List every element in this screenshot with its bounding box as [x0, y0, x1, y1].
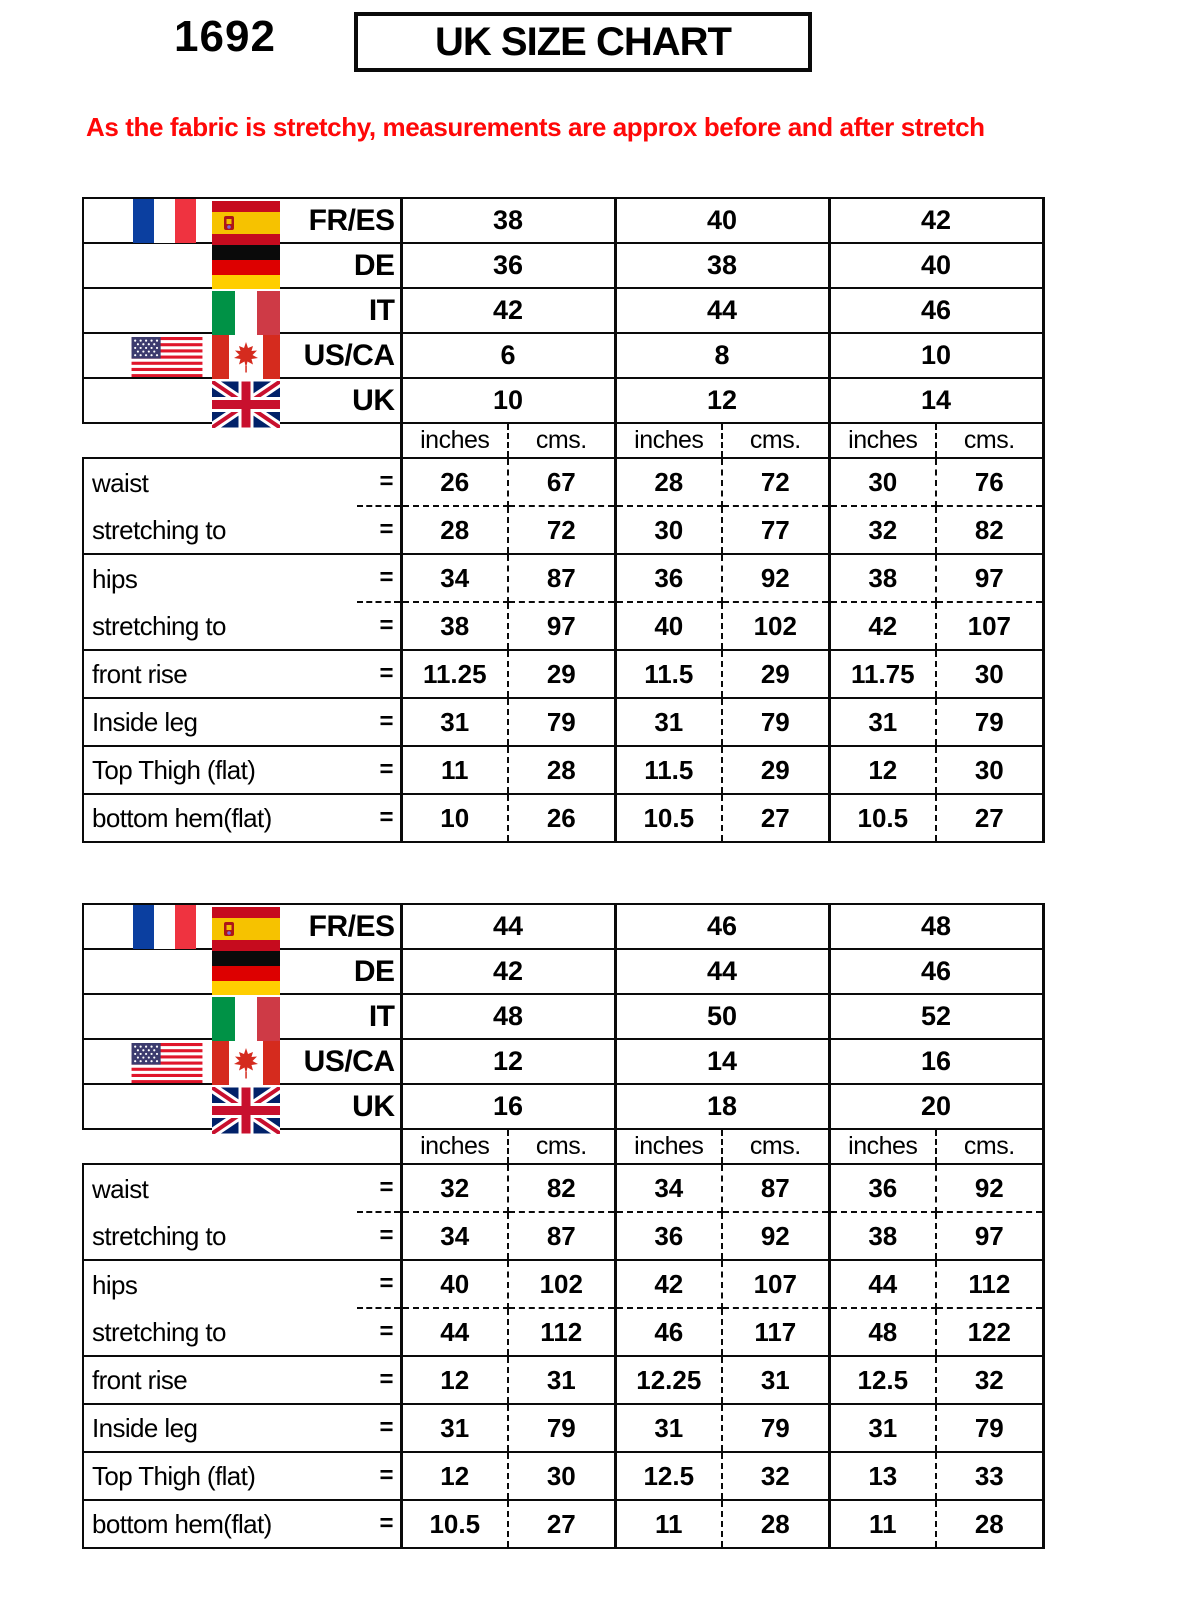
size-row-us-ca [83, 1039, 1043, 1084]
measure-label: front rise [83, 1356, 357, 1404]
measure-label: stretching to [83, 506, 357, 554]
measure-value-inches: 11.25 [401, 650, 508, 698]
equals-sign: = [357, 1212, 401, 1260]
measure-value-cms: 72 [508, 506, 615, 554]
measure-value-inches: 31 [829, 698, 936, 746]
measure-value-cms: 87 [508, 1212, 615, 1260]
style-code: 1692 [174, 12, 276, 61]
measure-value-cms: 92 [722, 554, 829, 602]
measure-value-inches: 31 [401, 1404, 508, 1452]
measure-value-cms: 122 [936, 1308, 1043, 1356]
size-value: 38 [615, 243, 829, 288]
measurement-row-waist [83, 458, 1043, 506]
measure-value-inches: 46 [615, 1308, 722, 1356]
region-label: UK [352, 1089, 395, 1123]
measure-value-inches: 12 [401, 1356, 508, 1404]
measure-value-cms: 29 [722, 650, 829, 698]
measure-value-cms: 79 [936, 1404, 1043, 1452]
size-value: 6 [401, 333, 615, 378]
region-label: DE [353, 248, 395, 282]
measure-value-inches: 40 [615, 602, 722, 650]
measure-value-inches: 32 [829, 506, 936, 554]
germany-flag-icon [212, 951, 280, 995]
measure-value-inches: 31 [615, 1404, 722, 1452]
measure-value-cms: 79 [508, 1404, 615, 1452]
units-row-spacer [83, 423, 401, 458]
region-label: UK [352, 383, 395, 417]
region-label: DE [353, 954, 395, 988]
measure-value-cms: 82 [508, 1164, 615, 1212]
measure-value-cms: 33 [936, 1452, 1043, 1500]
measure-value-cms: 117 [722, 1308, 829, 1356]
measure-value-cms: 28 [508, 746, 615, 794]
canada-flag-icon [212, 334, 280, 380]
measure-value-inches: 38 [401, 602, 508, 650]
region-label-cell [83, 243, 401, 288]
measure-value-cms: 92 [722, 1212, 829, 1260]
equals-sign: = [357, 1452, 401, 1500]
measure-value-inches: 12.25 [615, 1356, 722, 1404]
measure-value-inches: 12 [401, 1452, 508, 1500]
measure-value-cms: 27 [936, 794, 1043, 842]
measure-value-cms: 31 [508, 1356, 615, 1404]
measurement-row-stretching-to [83, 602, 1043, 650]
measure-value-inches: 48 [829, 1308, 936, 1356]
unit-header-cms: cms. [508, 1129, 615, 1164]
size-value: 40 [829, 243, 1043, 288]
measure-label: Top Thigh (flat) [83, 746, 357, 794]
size-row-it [83, 994, 1043, 1039]
equals-sign: = [357, 746, 401, 794]
measure-label: stretching to [83, 602, 357, 650]
size-value: 46 [829, 949, 1043, 994]
measurement-row-bottom-hem-flat- [83, 1500, 1043, 1548]
italy-flag-icon [212, 290, 280, 336]
size-value: 44 [615, 949, 829, 994]
measure-value-cms: 102 [508, 1260, 615, 1308]
measure-value-inches: 12 [829, 746, 936, 794]
region-label: IT [368, 293, 395, 327]
usa-flag-icon [128, 337, 206, 377]
measure-label: waist [83, 1164, 357, 1212]
stretch-note: As the fabric is stretchy, measurements are approx before and after stretch [86, 112, 985, 142]
size-row-us-ca [83, 333, 1043, 378]
measurement-row-bottom-hem-flat- [83, 794, 1043, 842]
measurement-row-hips [83, 554, 1043, 602]
canada-flag-icon [212, 1040, 280, 1086]
size-row-it [83, 288, 1043, 333]
measure-label: hips [83, 554, 357, 602]
measure-value-inches: 40 [401, 1260, 508, 1308]
measure-value-cms: 107 [722, 1260, 829, 1308]
measure-label: bottom hem(flat) [83, 1500, 357, 1548]
unit-header-inches: inches [615, 423, 722, 458]
measure-value-cms: 27 [508, 1500, 615, 1548]
unit-header-inches: inches [401, 423, 508, 458]
units-row-spacer [83, 1129, 401, 1164]
measure-value-inches: 10.5 [829, 794, 936, 842]
equals-sign: = [357, 554, 401, 602]
measure-value-inches: 11.75 [829, 650, 936, 698]
measure-value-inches: 10.5 [615, 794, 722, 842]
region-label: IT [368, 999, 395, 1033]
measure-value-cms: 77 [722, 506, 829, 554]
measure-value-cms: 79 [508, 698, 615, 746]
germany-flag-icon [212, 245, 280, 289]
size-value: 36 [401, 243, 615, 288]
unit-header-cms: cms. [508, 423, 615, 458]
unit-header-cms: cms. [936, 1129, 1043, 1164]
measure-value-cms: 32 [936, 1356, 1043, 1404]
unit-header-cms: cms. [722, 423, 829, 458]
measure-label: bottom hem(flat) [83, 794, 357, 842]
uk-flag-icon [212, 381, 280, 428]
france-flag-icon [133, 905, 196, 949]
region-label-cell [83, 333, 401, 378]
size-row-fr-es [83, 198, 1043, 243]
measure-value-cms: 29 [508, 650, 615, 698]
unit-header-inches: inches [829, 1129, 936, 1164]
equals-sign: = [357, 1356, 401, 1404]
measure-value-cms: 30 [508, 1452, 615, 1500]
equals-sign: = [357, 1404, 401, 1452]
size-value: 42 [401, 288, 615, 333]
measure-value-cms: 112 [936, 1260, 1043, 1308]
units-row [83, 1129, 1043, 1164]
measurement-row-stretching-to [83, 1212, 1043, 1260]
region-label-cell [83, 994, 401, 1039]
measure-value-cms: 30 [936, 746, 1043, 794]
equals-sign: = [357, 1260, 401, 1308]
size-value: 46 [615, 904, 829, 949]
unit-header-cms: cms. [722, 1129, 829, 1164]
size-value: 10 [829, 333, 1043, 378]
measure-value-inches: 30 [615, 506, 722, 554]
measure-value-inches: 32 [401, 1164, 508, 1212]
measurement-row-inside-leg [83, 698, 1043, 746]
measurement-row-top-thigh-flat- [83, 746, 1043, 794]
size-value: 12 [401, 1039, 615, 1084]
measure-value-cms: 27 [722, 794, 829, 842]
measure-value-cms: 67 [508, 458, 615, 506]
size-value: 14 [829, 378, 1043, 423]
measure-value-inches: 42 [829, 602, 936, 650]
measurement-row-stretching-to [83, 1308, 1043, 1356]
measure-value-inches: 36 [615, 554, 722, 602]
measure-value-cms: 72 [722, 458, 829, 506]
size-value: 40 [615, 198, 829, 243]
measure-value-cms: 87 [722, 1164, 829, 1212]
measure-value-cms: 82 [936, 506, 1043, 554]
measure-value-inches: 28 [401, 506, 508, 554]
size-value: 48 [401, 994, 615, 1039]
uk-size-chart-table-1 [82, 197, 1045, 843]
measure-value-inches: 36 [615, 1212, 722, 1260]
measure-value-cms: 92 [936, 1164, 1043, 1212]
equals-sign: = [357, 506, 401, 554]
spain-flag-icon [212, 906, 280, 952]
measure-value-inches: 11 [401, 746, 508, 794]
equals-sign: = [357, 1164, 401, 1212]
measure-value-cms: 76 [936, 458, 1043, 506]
measurement-row-stretching-to [83, 506, 1043, 554]
equals-sign: = [357, 602, 401, 650]
size-value: 48 [829, 904, 1043, 949]
measure-value-cms: 28 [722, 1500, 829, 1548]
measure-value-cms: 26 [508, 794, 615, 842]
region-label: FR/ES [308, 203, 395, 237]
units-row [83, 423, 1043, 458]
measure-label: front rise [83, 650, 357, 698]
measure-value-inches: 12.5 [615, 1452, 722, 1500]
size-value: 42 [401, 949, 615, 994]
region-label-cell [83, 198, 401, 243]
size-value: 12 [615, 378, 829, 423]
measure-value-cms: 79 [722, 1404, 829, 1452]
measurement-row-front-rise [83, 650, 1043, 698]
uk-size-chart-table-2 [82, 903, 1045, 1549]
equals-sign: = [357, 794, 401, 842]
measure-value-inches: 38 [829, 554, 936, 602]
measure-label: hips [83, 1260, 357, 1308]
measurement-row-top-thigh-flat- [83, 1452, 1043, 1500]
title-box [354, 12, 812, 72]
measure-label: stretching to [83, 1212, 357, 1260]
measure-value-cms: 79 [936, 698, 1043, 746]
size-row-uk [83, 1084, 1043, 1129]
measure-value-cms: 97 [936, 554, 1043, 602]
size-value: 38 [401, 198, 615, 243]
measure-label: stretching to [83, 1308, 357, 1356]
measure-value-cms: 29 [722, 746, 829, 794]
unit-header-inches: inches [401, 1129, 508, 1164]
measure-label: Inside leg [83, 1404, 357, 1452]
unit-header-cms: cms. [936, 423, 1043, 458]
measure-value-cms: 112 [508, 1308, 615, 1356]
equals-sign: = [357, 458, 401, 506]
size-value: 8 [615, 333, 829, 378]
size-value: 50 [615, 994, 829, 1039]
region-label-cell [83, 1039, 401, 1084]
unit-header-inches: inches [829, 423, 936, 458]
measure-value-cms: 102 [722, 602, 829, 650]
measure-value-cms: 87 [508, 554, 615, 602]
measure-value-inches: 34 [401, 1212, 508, 1260]
italy-flag-icon [212, 996, 280, 1042]
size-value: 20 [829, 1084, 1043, 1129]
size-row-de [83, 243, 1043, 288]
size-value: 10 [401, 378, 615, 423]
size-value: 18 [615, 1084, 829, 1129]
measure-value-inches: 44 [829, 1260, 936, 1308]
measure-value-inches: 30 [829, 458, 936, 506]
measure-value-cms: 107 [936, 602, 1043, 650]
region-label-cell [83, 949, 401, 994]
measure-value-cms: 32 [722, 1452, 829, 1500]
measure-value-inches: 44 [401, 1308, 508, 1356]
equals-sign: = [357, 698, 401, 746]
measure-label: Top Thigh (flat) [83, 1452, 357, 1500]
measure-label: Inside leg [83, 698, 357, 746]
measurement-row-waist [83, 1164, 1043, 1212]
measure-value-inches: 31 [401, 698, 508, 746]
measure-value-inches: 31 [829, 1404, 936, 1452]
measure-value-inches: 28 [615, 458, 722, 506]
unit-header-inches: inches [615, 1129, 722, 1164]
measure-value-inches: 13 [829, 1452, 936, 1500]
page-title: UK SIZE CHART [435, 19, 731, 64]
size-row-fr-es [83, 904, 1043, 949]
measure-value-inches: 36 [829, 1164, 936, 1212]
size-row-de [83, 949, 1043, 994]
region-label: US/CA [303, 338, 395, 372]
measure-value-inches: 34 [615, 1164, 722, 1212]
size-value: 42 [829, 198, 1043, 243]
measure-value-cms: 28 [936, 1500, 1043, 1548]
size-value: 16 [401, 1084, 615, 1129]
size-value: 52 [829, 994, 1043, 1039]
measure-value-inches: 34 [401, 554, 508, 602]
size-value: 44 [401, 904, 615, 949]
measure-value-inches: 10 [401, 794, 508, 842]
measure-value-inches: 10.5 [401, 1500, 508, 1548]
measure-value-inches: 12.5 [829, 1356, 936, 1404]
france-flag-icon [133, 199, 196, 243]
region-label-cell [83, 904, 401, 949]
measure-value-inches: 26 [401, 458, 508, 506]
region-label-cell [83, 1084, 401, 1129]
size-value: 16 [829, 1039, 1043, 1084]
region-label: FR/ES [308, 909, 395, 943]
size-row-uk [83, 378, 1043, 423]
measure-label: waist [83, 458, 357, 506]
region-label-cell [83, 288, 401, 333]
measurement-row-front-rise [83, 1356, 1043, 1404]
size-value: 44 [615, 288, 829, 333]
measurement-row-hips [83, 1260, 1043, 1308]
size-value: 46 [829, 288, 1043, 333]
uk-flag-icon [212, 1087, 280, 1134]
measure-value-inches: 11.5 [615, 650, 722, 698]
measure-value-inches: 31 [615, 698, 722, 746]
equals-sign: = [357, 1500, 401, 1548]
measure-value-cms: 79 [722, 698, 829, 746]
equals-sign: = [357, 1308, 401, 1356]
equals-sign: = [357, 650, 401, 698]
region-label: US/CA [303, 1044, 395, 1078]
measure-value-cms: 30 [936, 650, 1043, 698]
measurement-row-inside-leg [83, 1404, 1043, 1452]
measure-value-inches: 11 [615, 1500, 722, 1548]
measure-value-inches: 42 [615, 1260, 722, 1308]
measure-value-inches: 11.5 [615, 746, 722, 794]
measure-value-inches: 11 [829, 1500, 936, 1548]
spain-flag-icon [212, 200, 280, 246]
measure-value-inches: 38 [829, 1212, 936, 1260]
measure-value-cms: 97 [508, 602, 615, 650]
region-label-cell [83, 378, 401, 423]
size-value: 14 [615, 1039, 829, 1084]
measure-value-cms: 31 [722, 1356, 829, 1404]
measure-value-cms: 97 [936, 1212, 1043, 1260]
usa-flag-icon [128, 1043, 206, 1083]
